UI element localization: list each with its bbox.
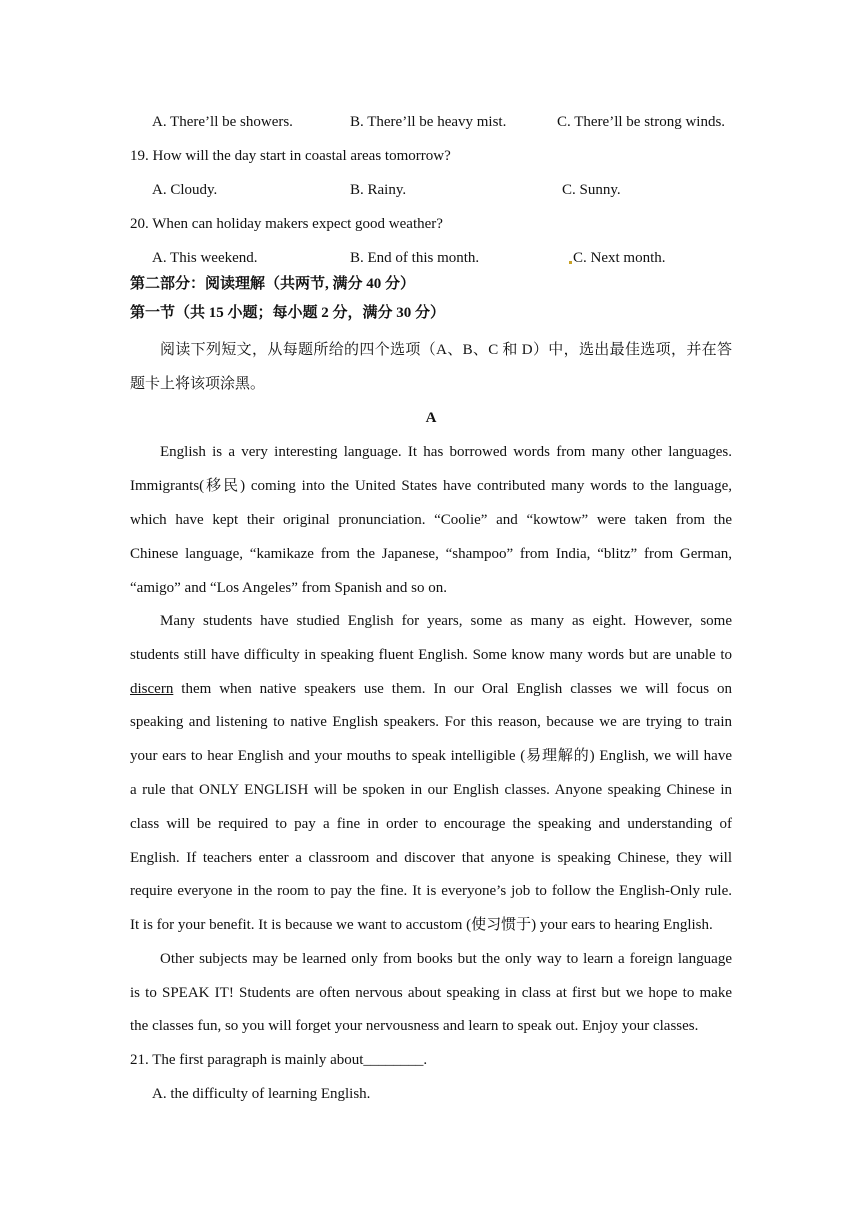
q19-option-c: C. Sunny. [562, 182, 621, 198]
q18-option-a: A. There’ll be showers. [152, 114, 293, 130]
q20-option-c-text: C. Next month. [573, 250, 666, 266]
q18-option-c: C. There’ll be strong winds. [557, 114, 726, 130]
p2-line-6: a rule that ONLY ENGLISH will be spoken in our English classes. Anyone speaking Chinese in [130, 782, 732, 798]
p1-line-1: English is a very interesting language. It has borrowed words from many other languages. [160, 444, 732, 460]
p3-line-3: the classes fun, so you will forget your nervousness and learn to speak out. Enjoy your classes. [130, 1018, 699, 1034]
underlined-word: discern [130, 681, 174, 697]
p2-line-8: English. If teachers enter a classroom and discover that anyone is speaking Chinese, they will [130, 850, 732, 866]
p1-line-3: which have kept their original pronunciation. “Coolie” and “kowtow” were taken from the [130, 512, 732, 528]
p2-line-3 [130, 679, 732, 699]
p3-line-1: Other subjects may be learned only from books but the only way to learn a foreign language [160, 951, 732, 967]
q18-option-b: B. There’ll be heavy mist. [350, 114, 507, 130]
p3-line-2: is to SPEAK IT! Students are often nervous about speaking in class at first but we hope to make [130, 985, 732, 1001]
p2-line-5: your ears to hear English and your mouths to speak intelligible (易理解的) English, we will have [130, 748, 732, 764]
p2-line-1: Many students have studied English for years, some as many as eight. However, some [160, 613, 732, 629]
p2-line-2: students still have difficulty in speaking fluent English. Some know many words but are unable to [130, 647, 732, 663]
q20-option-c [569, 248, 666, 268]
ink-dot [569, 261, 572, 264]
p2-line-4: speaking and listening to native English speakers. For this reason, because we are trying to train [130, 714, 732, 730]
q20-option-b: B. End of this month. [350, 250, 480, 266]
p2-line-10: It is for your benefit. It is because we want to accustom (使习惯于) your ears to hearing English. [130, 917, 713, 933]
section-title: 第二部分：阅读理解（共两节, 满分 40 分） [130, 276, 416, 292]
q19-question: 19. How will the day start in coastal areas tomorrow? [130, 148, 451, 164]
q21-option-a: A. the difficulty of learning English. [152, 1086, 371, 1102]
instructions-line-1: 阅读下列短文，从每题所给的四个选项（A、B、C 和 D）中，选出最佳选项，并在答 [160, 342, 732, 358]
q19-option-b: B. Rainy. [350, 182, 407, 198]
q20-question: 20. When can holiday makers expect good weather? [130, 216, 443, 232]
p2-line-3-rest: them when native speakers use them. In our Oral English classes we will focus on [173, 681, 732, 697]
q19-option-a: A. Cloudy. [152, 182, 218, 198]
q21-question: 21. The first paragraph is mainly about________. [130, 1052, 428, 1068]
p1-line-2: Immigrants(移民) coming into the United States have contributed many words to the language, [130, 478, 732, 494]
part-title: 第一节（共 15 小题；每小题 2 分，满分 30 分） [130, 305, 446, 321]
p1-line-4: Chinese language, “kamikaze from the Japanese, “shampoo” from India, “blitz” from German, [130, 546, 732, 562]
instructions-line-2: 题卡上将该项涂黑。 [130, 376, 266, 392]
p2-line-9: require everyone in the room to pay the fine. It is everyone’s job to follow the English-Only rule. [130, 883, 732, 899]
p1-line-5: “amigo” and “Los Angeles” from Spanish and so on. [130, 580, 448, 596]
q20-option-a: A. This weekend. [152, 250, 258, 266]
p2-line-7: class will be required to pay a fine in order to encourage the speaking and understanding of [130, 816, 732, 832]
passage-heading: A [425, 410, 437, 426]
